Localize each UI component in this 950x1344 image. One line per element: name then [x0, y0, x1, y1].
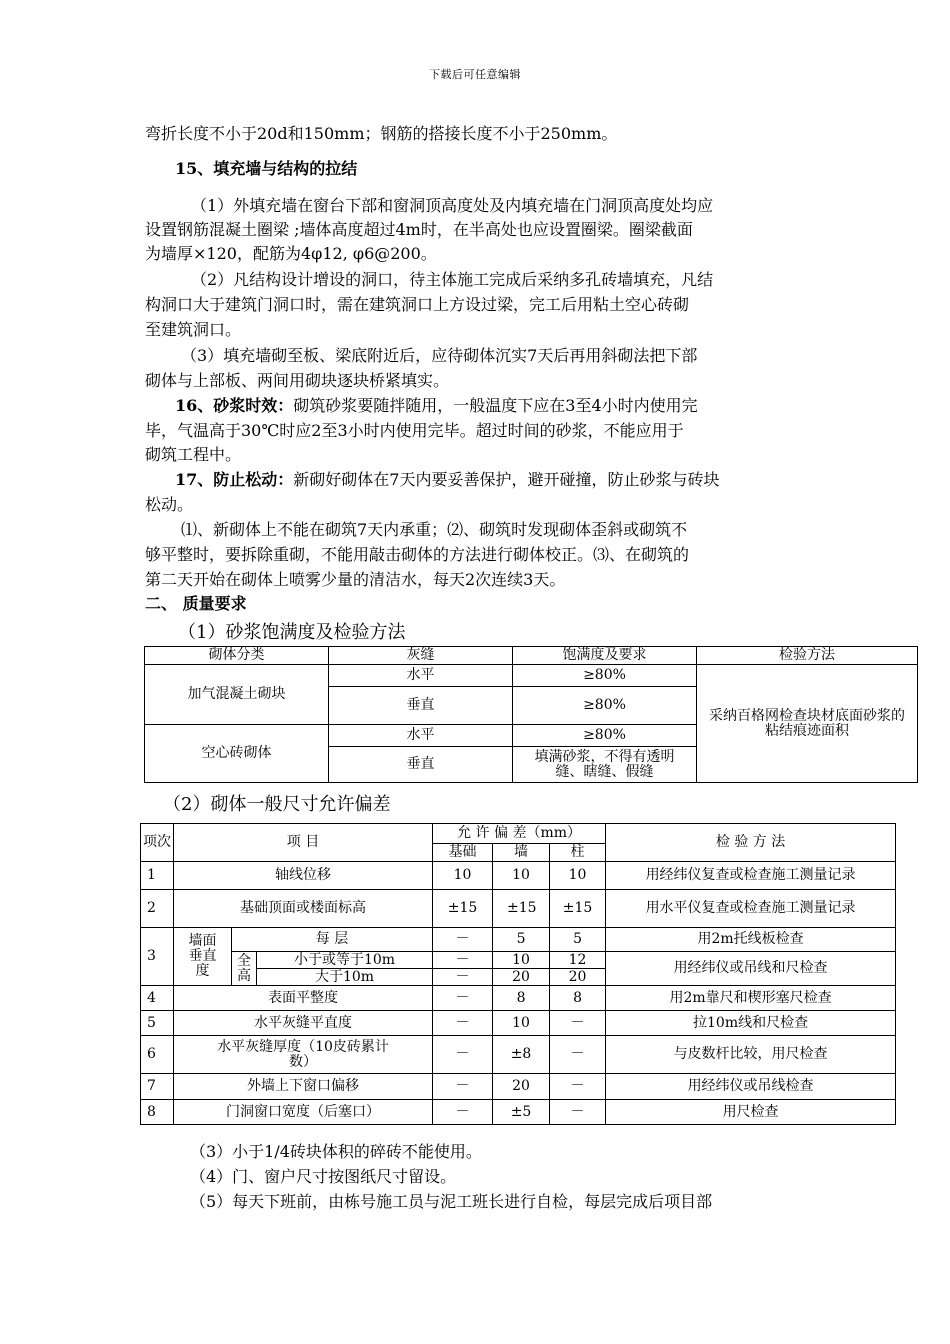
table-cell: 垂直 [329, 747, 513, 783]
table-cell: 6 [141, 1036, 174, 1074]
table-cell: 10 [433, 862, 493, 890]
table-cell: 每 层 [232, 928, 433, 952]
table-cell: 用水平仪复查或检查施工测量记录 [606, 890, 896, 928]
section-15-title: 15、填充墙与结构的拉结 [175, 159, 358, 178]
table-row [141, 1074, 896, 1100]
table-cell: 基础顶面或楼面标高 [174, 890, 433, 928]
table-cell: 轴线位移 [174, 862, 433, 890]
table-cell: 8 [493, 986, 550, 1011]
paragraph-line: （3）填充墙砌至板、梁底附近后，应待砌体沉实7天后再用斜砌法把下部 [181, 346, 698, 365]
table-cell: － [433, 952, 493, 969]
paragraph-line: 够平整时，要拆除重砌，不能用敲击砌体的方法进行砌体校正。⑶、在砌筑的 [145, 545, 690, 564]
table-cell: 与皮数杆比较，用尺检查 [606, 1036, 896, 1074]
table-cell: － [433, 969, 493, 986]
table-cell: － [433, 1011, 493, 1036]
table-header: 砌体分类 [145, 647, 329, 665]
subsection-2-title: （2）砌体一般尺寸允许偏差 [163, 794, 391, 815]
paragraph-line: 砌体与上部板、两间用砌块逐块桥紧填实。 [145, 371, 450, 390]
table-cell: － [550, 1036, 606, 1074]
table-cell: ≥80% [513, 687, 697, 725]
table-cell: 用经纬仪复查或检查施工测量记录 [606, 862, 896, 890]
paragraph-line: ⑴、新砌体上不能在砌筑7天内承重；⑵、砌筑时发现砌体歪斜或砌筑不 [181, 520, 688, 539]
table-cell: 10 [550, 862, 606, 890]
section-16-title: 16、砂浆时效： [175, 396, 294, 415]
table-cell: 用经纬仪或吊线检查 [606, 1074, 896, 1100]
table-cell: ±15 [433, 890, 493, 928]
table-cell: 填满砂浆，不得有透明缝、瞎缝、假缝 [513, 747, 697, 783]
paragraph-line: 松动。 [145, 495, 194, 514]
table-cell: 1 [141, 862, 174, 890]
table-cell: － [550, 1074, 606, 1100]
table-cell: 用2m托线板检查 [606, 928, 896, 952]
table-cell: 4 [141, 986, 174, 1011]
table-cell: 8 [550, 986, 606, 1011]
table-cell: 10 [493, 862, 550, 890]
table-cell: 用经纬仪或吊线和尺检查 [606, 952, 896, 986]
table-row [141, 928, 896, 952]
table-cell: 7 [141, 1074, 174, 1100]
table-cell: 水平灰缝厚度（10皮砖累计数） [174, 1036, 433, 1074]
section-2-title: 二、 质量要求 [145, 594, 247, 613]
table-cell: － [550, 1100, 606, 1125]
table-cell: 水平 [329, 665, 513, 687]
table-cell: 垂直 [329, 687, 513, 725]
table-header: 检验方法 [697, 647, 918, 665]
table-cell: － [433, 986, 493, 1011]
table-cell: 3 [141, 928, 174, 986]
table-row [141, 986, 896, 1011]
table-cell: 5 [493, 928, 550, 952]
table-cell: 10 [493, 952, 550, 969]
table-cell: 全高 [232, 952, 257, 986]
table-cell: － [433, 1100, 493, 1125]
paragraph-line: 构洞口大于建筑门洞口时，需在建筑洞口上方设过梁，完工后用粘土空心砖砌 [145, 295, 690, 314]
paragraph-line: 至建筑洞口。 [145, 320, 242, 339]
section-17-line [175, 468, 719, 492]
table-cell: 水平 [329, 725, 513, 747]
table-cell: 20 [550, 969, 606, 986]
table-header: 墙 [493, 844, 550, 862]
paragraph-line: （1）外填充墙在窗台下部和窗洞顶高度处及内填充墙在门洞顶高度处均应 [191, 196, 714, 215]
table-cell: ±15 [493, 890, 550, 928]
paragraph-line: （2）凡结构设计增设的洞口，待主体施工完成后采纳多孔砖墙填充，凡结 [191, 270, 714, 289]
section-16-line [175, 394, 698, 418]
table-cell: ±5 [493, 1100, 550, 1125]
size-deviation-table [140, 823, 896, 1125]
table-cell: 水平灰缝平直度 [174, 1011, 433, 1036]
mortar-fullness-table [144, 646, 918, 783]
table-cell: － [550, 1011, 606, 1036]
table-header: 灰缝 [329, 647, 513, 665]
table-cell: 采纳百格网检查块材底面砂浆的粘结痕迹面积 [697, 665, 918, 783]
paragraph-line: （4）门、窗户尺寸按图纸尺寸留设。 [190, 1167, 457, 1186]
table-cell: ≥80% [513, 665, 697, 687]
table-cell: 10 [493, 1011, 550, 1036]
table-cell: 12 [550, 952, 606, 969]
table-cell: 外墙上下窗口偏移 [174, 1074, 433, 1100]
table-cell: 加气混凝土砌块 [145, 665, 329, 725]
table-cell: 20 [493, 1074, 550, 1100]
table-header: 饱满度及要求 [513, 647, 697, 665]
table-cell: ±8 [493, 1036, 550, 1074]
table-cell: 用2m靠尺和楔形塞尺检查 [606, 986, 896, 1011]
table-cell: 表面平整度 [174, 986, 433, 1011]
table-row [141, 1036, 896, 1074]
table-cell: 5 [550, 928, 606, 952]
paragraph-line: 毕，气温高于30℃时应2至3小时内使用完毕。超过时间的砂浆，不能应用于 [145, 421, 684, 440]
paragraph-line: 为墙厚×120，配筋为4φ12, φ6@200。 [145, 244, 437, 263]
paragraph-line: 弯折长度不小于20d和150mm；钢筋的搭接长度不小于250mm。 [145, 124, 618, 143]
paragraph-line: （3）小于1/4砖块体积的碎砖不能使用。 [190, 1142, 482, 1161]
table-cell: 拉10m线和尺检查 [606, 1011, 896, 1036]
table-cell: 用尺检查 [606, 1100, 896, 1125]
table-cell: 大于10m [257, 969, 433, 986]
table-row [141, 1100, 896, 1125]
table-cell: 8 [141, 1100, 174, 1125]
table-cell: ≥80% [513, 725, 697, 747]
table-cell: 2 [141, 890, 174, 928]
table-header: 项 目 [174, 824, 433, 862]
table-header: 基础 [433, 844, 493, 862]
table-cell: 空心砖砌体 [145, 725, 329, 783]
table-cell: － [433, 1074, 493, 1100]
table-header: 检 验 方 法 [606, 824, 896, 862]
table-header: 项次 [141, 824, 174, 862]
paragraph-line: 设置钢筋混凝土圈梁 ;墙体高度超过4m时，在半高处也应设置圈梁。圈梁截面 [145, 220, 693, 239]
paragraph-line: 第二天开始在砌体上喷雾少量的清洁水，每天2次连续3天。 [145, 570, 566, 589]
table-cell: 5 [141, 1011, 174, 1036]
table-cell: － [433, 928, 493, 952]
table-row [141, 862, 896, 890]
table-row [141, 890, 896, 928]
table-cell: ±15 [550, 890, 606, 928]
table-cell: 20 [493, 969, 550, 986]
table-cell: － [433, 1036, 493, 1074]
table-row [141, 952, 896, 969]
paragraph-line: 砌筑工程中。 [145, 445, 242, 464]
paragraph-text: 砌筑砂浆要随拌随用，一般温度下应在3至4小时内使用完 [293, 396, 698, 415]
paragraph-text: 新砌好砌体在7天内要妥善保护，避开碰撞，防止砂浆与砖块 [293, 470, 720, 489]
table-row [141, 1011, 896, 1036]
subsection-1-title: （1）砂浆饱满度及检验方法 [178, 622, 406, 643]
paragraph-line: （5）每天下班前，由栋号施工员与泥工班长进行自检，每层完成后项目部 [190, 1192, 713, 1211]
table-header: 允 许 偏 差（mm） [433, 824, 606, 844]
table-cell: 小于或等于10m [257, 952, 433, 969]
table-cell: 墙面垂直度 [174, 928, 232, 986]
table-cell: 门洞窗口宽度（后塞口） [174, 1100, 433, 1125]
table-header: 柱 [550, 844, 606, 862]
section-17-title: 17、防止松动： [175, 470, 294, 489]
page-header: 下载后可任意编辑 [429, 68, 521, 81]
